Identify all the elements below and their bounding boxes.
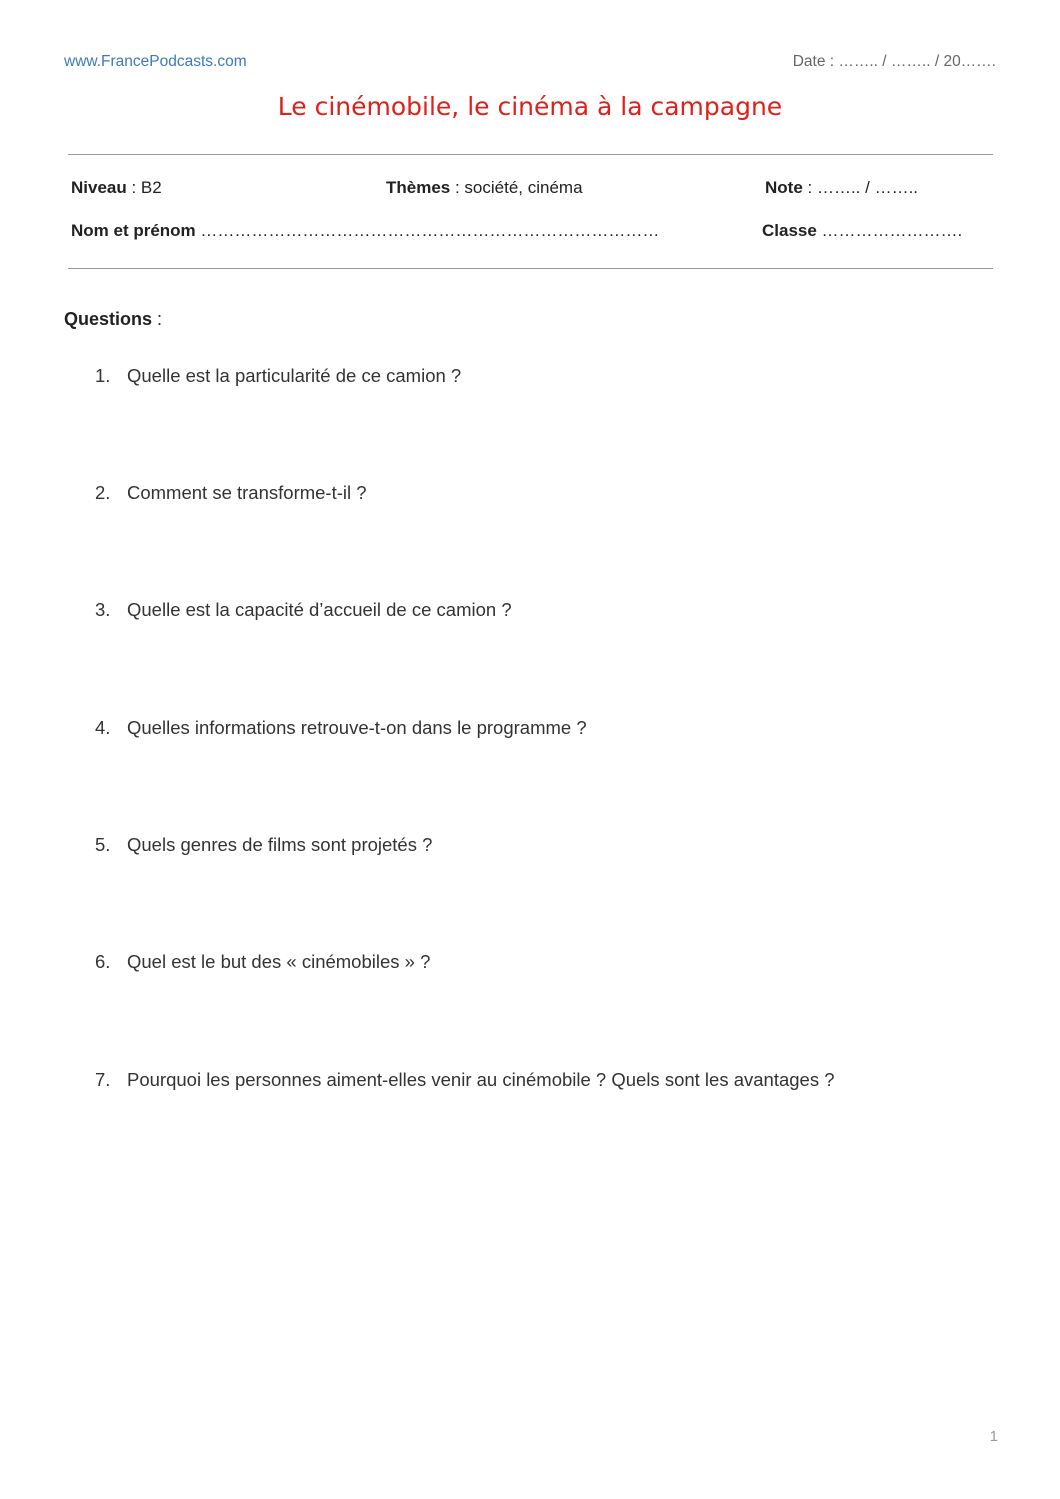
question-item — [95, 482, 367, 504]
site-link[interactable]: www.FrancePodcasts.com — [64, 53, 247, 70]
question-number: 4. — [95, 717, 111, 738]
niveau-field — [71, 178, 162, 198]
question-text: Quelle est la capacité d’accueil de ce camion ? — [127, 599, 512, 620]
nom-value: ……………………………………………………………………… — [195, 221, 660, 240]
question-number: 3. — [95, 599, 111, 620]
document-title: Le cinémobile, le cinéma à la campagne — [277, 92, 783, 121]
nom-label: Nom et prénom — [71, 221, 196, 240]
question-text: Quel est le but des « cinémobiles » ? — [127, 951, 431, 972]
questions-heading-suffix: : — [152, 309, 163, 329]
question-text: Comment se transforme-t-il ? — [127, 482, 367, 503]
bottom-divider — [68, 268, 993, 269]
question-number: 7. — [95, 1069, 111, 1090]
questions-heading — [64, 309, 162, 330]
question-item — [95, 365, 461, 387]
niveau-label: Niveau — [71, 178, 127, 197]
themes-field — [386, 178, 583, 198]
question-number: 2. — [95, 482, 111, 503]
question-item — [95, 834, 432, 856]
question-text: Pourquoi les personnes aiment-elles venir au cinémobile ? Quels sont les avantages ? — [127, 1069, 835, 1090]
question-text: Quelle est la particularité de ce camion ? — [127, 365, 462, 386]
nom-field — [71, 221, 659, 241]
question-item — [95, 1069, 835, 1091]
niveau-value: : B2 — [126, 178, 162, 197]
questions-heading-label: Questions — [64, 309, 153, 329]
themes-value: : société, cinéma — [450, 178, 583, 197]
page-number: 1 — [989, 1428, 998, 1445]
classe-label: Classe — [762, 221, 817, 240]
question-item — [95, 599, 512, 621]
note-field — [765, 178, 918, 198]
date-field: Date : …….. / …….. / 20……. — [792, 53, 996, 70]
question-item — [95, 951, 430, 973]
classe-value: ……………………. — [816, 221, 963, 240]
note-label: Note — [765, 178, 803, 197]
question-text: Quelles informations retrouve-t-on dans le programme ? — [127, 717, 587, 738]
question-number: 6. — [95, 951, 111, 972]
question-text: Quels genres de films sont projetés ? — [127, 834, 433, 855]
question-number: 5. — [95, 834, 111, 855]
themes-label: Thèmes — [386, 178, 451, 197]
classe-field — [762, 221, 962, 241]
question-number: 1. — [95, 365, 111, 386]
top-divider — [68, 154, 993, 155]
note-value: : …….. / …….. — [802, 178, 919, 197]
question-item — [95, 717, 587, 739]
